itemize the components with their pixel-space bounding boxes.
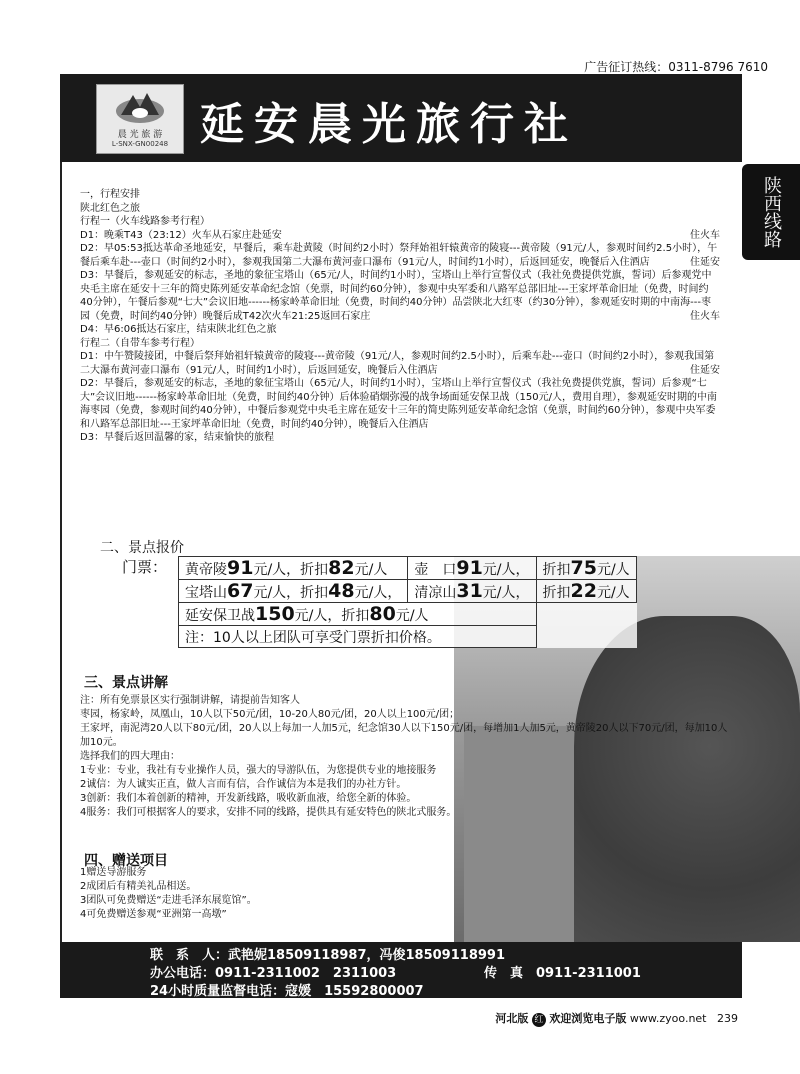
day-line: D1：中午赞陵接团，中餐后祭拜始祖轩辕黄帝的陵寝---黄帝陵（91元/人，参观时间约2.5小时），后乘车赴---壶口（时间约2小时），参观我国第二大瀑布黄河壶口瀑布（91元/人，时间约1小时），后返回延安，晚餐后入住酒店 住延安 xyxy=(80,351,720,376)
explain-heading: 三、景点讲解 xyxy=(84,675,168,691)
price-table xyxy=(178,556,637,648)
agency-logo xyxy=(96,84,184,154)
ticket-label: 门票： xyxy=(122,558,168,576)
agency-header xyxy=(60,74,742,162)
explain-line: 选择我们的四大理由： xyxy=(80,751,180,762)
badge-icon: 红 xyxy=(532,1013,546,1027)
price-row: 宝塔山67元/人，折扣48元/人， 清凉山31元/人， 折扣22元/人 xyxy=(179,580,637,603)
explain-line: 枣园，杨家岭，凤凰山，10人以下50元/团，10-20人80元/团，20人以上100元/团； xyxy=(80,709,460,720)
office-phone: 办公电话：0911-2311002 2311003 xyxy=(150,966,397,981)
day-line: D4：早6:06抵达石家庄，结束陕北红色之旅 xyxy=(80,324,277,335)
price-note: 注：10人以上团队可享受门票折扣价格。 xyxy=(179,626,537,648)
gifts-heading: 四、赠送项目 xyxy=(84,853,168,869)
logo-license: L-SNX-GN00248 xyxy=(111,140,169,148)
day-line: D2：早餐后，参观延安的标志，圣地的象征宝塔山（65元/人，时间约1小时），宝塔山上举行宣誓仪式（我社免费提供党旗，誓词）后参观“七大”会议旧地------杨家岭革命旧址（免费，时间约40分钟）后体验硝烟弥漫的战争场面延安保卫战（150元/人，费用自理），参观延安时期的中南海枣园（免费，参观时间约40分钟），中餐后参观党中央毛主席在延安十三年的简史陈列延安革命纪念馆（免票，时间约60分钟），参观中央军委和八路军总部旧址---王家坪革命旧址（免费，时间约40分钟），晚餐后入住酒店 xyxy=(80,378,718,430)
route-name: 陕北红色之旅 xyxy=(80,202,140,214)
explain-line: 注：所有免票景区实行强制讲解，请提前告知客人 xyxy=(80,695,300,706)
explain-line: 王家坪，南泥湾20人以下80元/团，20人以上每加一人加5元，纪念馆30人以下150元/团，每增加1人加5元，黄帝陵20人以下70元/团，每加10人加10元。 xyxy=(80,723,728,748)
itinerary-heading: 一，行程安排 xyxy=(80,189,140,200)
explain-line: 4服务：我们可根据客人的要求，安排不同的线路，提供具有延安特色的陕北式服务。 xyxy=(80,807,457,818)
plan1-title: 行程一（火车线路参考行程） xyxy=(80,216,210,227)
footer-text: 欢迎浏览电子版 xyxy=(549,1012,627,1025)
page-footer xyxy=(495,1010,738,1027)
mountain-eye-icon xyxy=(113,89,167,125)
ad-hotline: 广告征订热线：0311-8796 7610 xyxy=(584,60,768,74)
explain-section xyxy=(80,694,730,820)
edition-label: 河北版 xyxy=(495,1012,529,1025)
price-row: 延安保卫战150元/人，折扣80元/人 xyxy=(179,603,637,626)
gift-line: 1赠送导游服务 xyxy=(80,867,147,878)
gifts-section xyxy=(80,866,257,922)
footer-url[interactable]: www.zyoo.net xyxy=(629,1012,707,1025)
fax-number: 传 真 0911-2311001 xyxy=(484,966,641,981)
itinerary-section xyxy=(80,188,720,445)
agency-title: 延安晨光旅行社 xyxy=(200,99,578,150)
day-line: D1：晚乘T43（23:12）火车从石家庄赴延安 住火车 xyxy=(80,229,720,241)
day-line: D2：早05:53抵达革命圣地延安，早餐后，乘车赴黄陵（时间约2小时）祭拜始祖轩辕黄帝的陵寝---黄帝陵（91元/人，参观时间约2.5小时），午餐后乘车赴---壶口（时间约2小时），参观我国第二大瀑布黄河壶口瀑布（91元/人，时间约1小时），后返回延安，晚餐后入住酒店 住延安 xyxy=(80,243,720,268)
logo-name: 晨 光 旅 游 xyxy=(117,130,163,140)
gift-line: 2成团后有精美礼品相送。 xyxy=(80,881,197,892)
gift-line: 4可免费赠送参观“亚洲第一高墩” xyxy=(80,909,227,920)
price-row: 黄帝陵91元/人，折扣82元/人 壶 口91元/人， 折扣75元/人 xyxy=(179,557,637,580)
quality-hotline: 24小时质量监督电话：寇媛 15592800007 xyxy=(150,984,424,999)
left-frame-line xyxy=(60,162,62,942)
prices-heading: 二、景点报价 xyxy=(100,540,184,556)
side-tab: 陕西线路 xyxy=(742,164,800,260)
plan2-title: 行程二（自带车参考行程） xyxy=(80,337,200,349)
day-line: D3：早餐后返回温馨的家，结束愉快的旅程 xyxy=(80,432,275,443)
contact-people: 联 系 人：武艳妮18509118987，冯俊18509118991 xyxy=(150,948,505,963)
explain-line: 1专业：专业，我社有专业操作人员，强大的导游队伍，为您提供专业的地接服务 xyxy=(80,765,437,776)
page-number: 239 xyxy=(717,1012,738,1025)
explain-line: 3创新：我们本着创新的精神，开发新线路，吸收新血液，给您全新的体验。 xyxy=(80,793,417,804)
gift-line: 3团队可免费赠送“走进毛泽东展览馆”。 xyxy=(80,895,257,906)
day-line: D3：早餐后，参观延安的标志，圣地的象征宝塔山（65元/人，时间约1小时），宝塔山上举行宣誓仪式（我社免费提供党旗，誓词）后参观党中央毛主席在延安十三年的简史陈列延安革命纪念馆（免票，时间约60分钟），参观中央军委和八路军总部旧址---王家坪革命旧址（免费，时间约40分钟），午餐后参观“七大”会议旧地------杨家岭革命旧址（免费，时间约40分钟）品尝陕北大红枣（约30分钟），参观延安时期的中南海---枣园（免费，时间约40分钟）晚餐后成T42次火车21:25返回石家庄 住火车 xyxy=(80,270,720,322)
explain-line: 2诚信：为人诚实正直，做人言而有信，合作诚信为本是我们的办社方针。 xyxy=(80,779,407,790)
contact-bar xyxy=(60,942,742,998)
price-note-row xyxy=(179,626,637,648)
